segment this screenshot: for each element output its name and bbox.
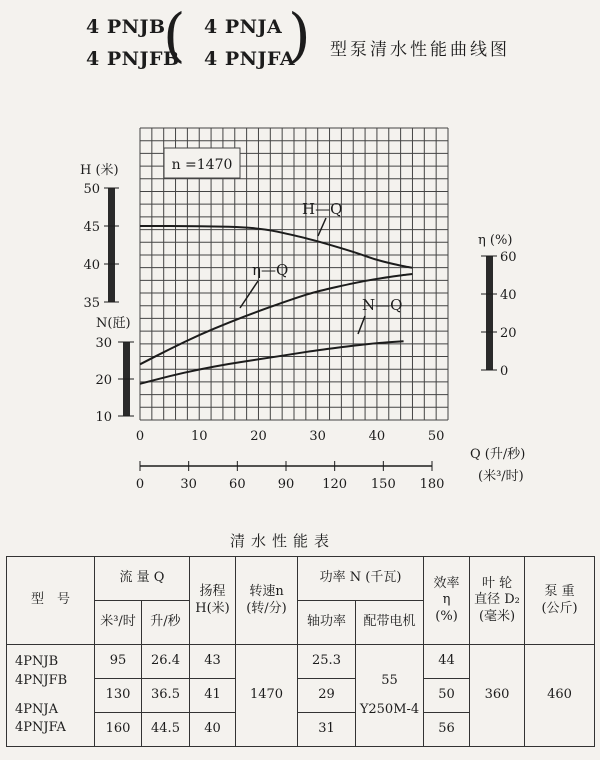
header-speed-unit: (转/分) (246, 600, 287, 616)
header-weight-unit: (公斤) (541, 600, 578, 616)
eta-axis-label: η (%) (478, 233, 513, 248)
h-axis-tick-label: 50 (83, 182, 100, 197)
header-impeller (470, 557, 525, 645)
n-axis-tick-label: 20 (95, 373, 112, 388)
model-label-4pnja: 4 PNJA (204, 16, 283, 38)
header-eff (424, 557, 470, 645)
h-axis-bar (108, 188, 115, 302)
eta-axis-tick-label: 60 (500, 250, 517, 265)
n-axis-label: N(瓩) (96, 316, 131, 331)
cell-ls: 36.5 (142, 679, 190, 713)
header-flow: 流 量 Q (95, 557, 190, 601)
header-flow-ls: 升/秒 (142, 601, 190, 645)
cell-speed: 1470 (236, 645, 298, 747)
model-label-4pnjfa: 4 PNJFA (204, 48, 296, 70)
x-tick-label: 50 (427, 429, 445, 444)
header-eff-label: 效率 (433, 576, 460, 592)
cell-head: 41 (190, 679, 236, 713)
chart-title: 型泵清水性能曲线图 (330, 40, 510, 60)
h-axis-tick-label: 40 (83, 258, 100, 273)
cell-eff: 50 (424, 679, 470, 713)
header-flow-m3h: 米³/时 (95, 601, 142, 645)
header-eff-unit: (%) (435, 608, 458, 624)
n-q-label: N—Q (362, 296, 403, 314)
x2-tick-label: 60 (229, 477, 246, 492)
cell-shaft: 25.3 (298, 645, 356, 679)
cell-shaft: 31 (298, 713, 356, 747)
x-tick-label: 10 (190, 429, 208, 444)
cell-ls: 44.5 (142, 713, 190, 747)
cell-eff: 56 (424, 713, 470, 747)
cell-m3h: 160 (95, 713, 142, 747)
header-head (190, 557, 236, 645)
eta-q-curve (140, 274, 412, 364)
n-axis-tick-label: 10 (95, 410, 112, 425)
header-impeller-unit: (毫米) (478, 608, 516, 624)
cell-eff: 44 (424, 645, 470, 679)
cell-ls: 26.4 (142, 645, 190, 679)
x2-tick-label: 30 (180, 477, 197, 492)
x2-tick-label: 0 (135, 477, 145, 492)
eta-axis-bar (486, 256, 493, 370)
cell-head: 43 (190, 645, 236, 679)
h-q-label: H—Q (302, 200, 343, 218)
x-axis-label: Q (升/秒) (470, 447, 526, 462)
cell-shaft: 29 (298, 679, 356, 713)
header-motor: 配带电机 (356, 601, 424, 645)
model-cell-4pnjfb: 4PNJFB (15, 672, 68, 688)
model-cell-4pnjb: 4PNJB (15, 653, 59, 669)
model-label-4pnjb: 4 PNJB (86, 16, 166, 38)
x-tick-label: 30 (309, 429, 326, 444)
performance-table (6, 556, 595, 747)
n-q-curve (140, 341, 404, 384)
eta-q-label: η—Q (252, 261, 289, 279)
cell-m3h: 95 (95, 645, 142, 679)
h-axis-tick-label: 35 (83, 296, 100, 311)
x-tick-label: 40 (368, 429, 386, 444)
model-cell-4pnja: 4PNJA (15, 701, 58, 717)
cell-weight: 460 (525, 645, 595, 747)
header-impeller-label: 叶 轮 (481, 576, 513, 592)
header-shaft-power: 轴功率 (298, 601, 356, 645)
x2-axis-label: (米³/时) (478, 469, 524, 484)
x2-tick-label: 180 (419, 477, 445, 492)
header-speed (236, 557, 298, 645)
header-eff-symbol: η (442, 592, 451, 608)
open-parenthesis: ( (163, 1, 186, 69)
n-axis-tick-label: 30 (95, 336, 112, 351)
cell-motor-model: Y250M-4 (359, 701, 420, 717)
close-parenthesis: ) (288, 1, 311, 69)
h-axis-tick-label: 45 (83, 220, 100, 235)
chart-labels (80, 148, 525, 492)
cell-m3h: 130 (95, 679, 142, 713)
header-head-unit: H(米) (195, 600, 230, 616)
table-title: 清水性能表 (230, 532, 336, 550)
header-speed-label: 转速n (249, 584, 284, 600)
eta-axis-tick-label: 40 (500, 288, 517, 303)
curve-leader-line (318, 218, 326, 236)
model-label-4pnjfb: 4 PNJFB (86, 48, 180, 70)
cell-impeller: 360 (470, 645, 525, 747)
x2-tick-label: 150 (370, 477, 396, 492)
cell-head: 40 (190, 713, 236, 747)
speed-label: n =1470 (171, 157, 233, 173)
curve-leader-line (240, 281, 258, 308)
table-row (7, 645, 595, 679)
eta-axis-tick-label: 20 (500, 326, 517, 341)
header-power: 功率 N (千瓦) (298, 557, 424, 601)
x2-tick-label: 90 (277, 477, 295, 492)
header-head-label: 扬程 (199, 584, 226, 600)
x2-tick-label: 120 (322, 477, 348, 492)
h-axis-label: H (米) (80, 163, 119, 178)
header-model: 型 号 (7, 557, 95, 645)
x-tick-label: 0 (135, 429, 145, 444)
header-impeller-diam: 直径 D₂ (474, 592, 520, 608)
cell-motor-kw: 55 (381, 673, 398, 689)
model-cell-4pnjfa: 4PNJFA (15, 720, 66, 736)
header-weight-label: 泵 重 (544, 584, 575, 600)
x-tick-label: 20 (250, 429, 267, 444)
cell-motor (356, 645, 424, 747)
header-weight (525, 557, 595, 645)
eta-axis-tick-label: 0 (500, 364, 509, 379)
models-cell (7, 645, 95, 747)
